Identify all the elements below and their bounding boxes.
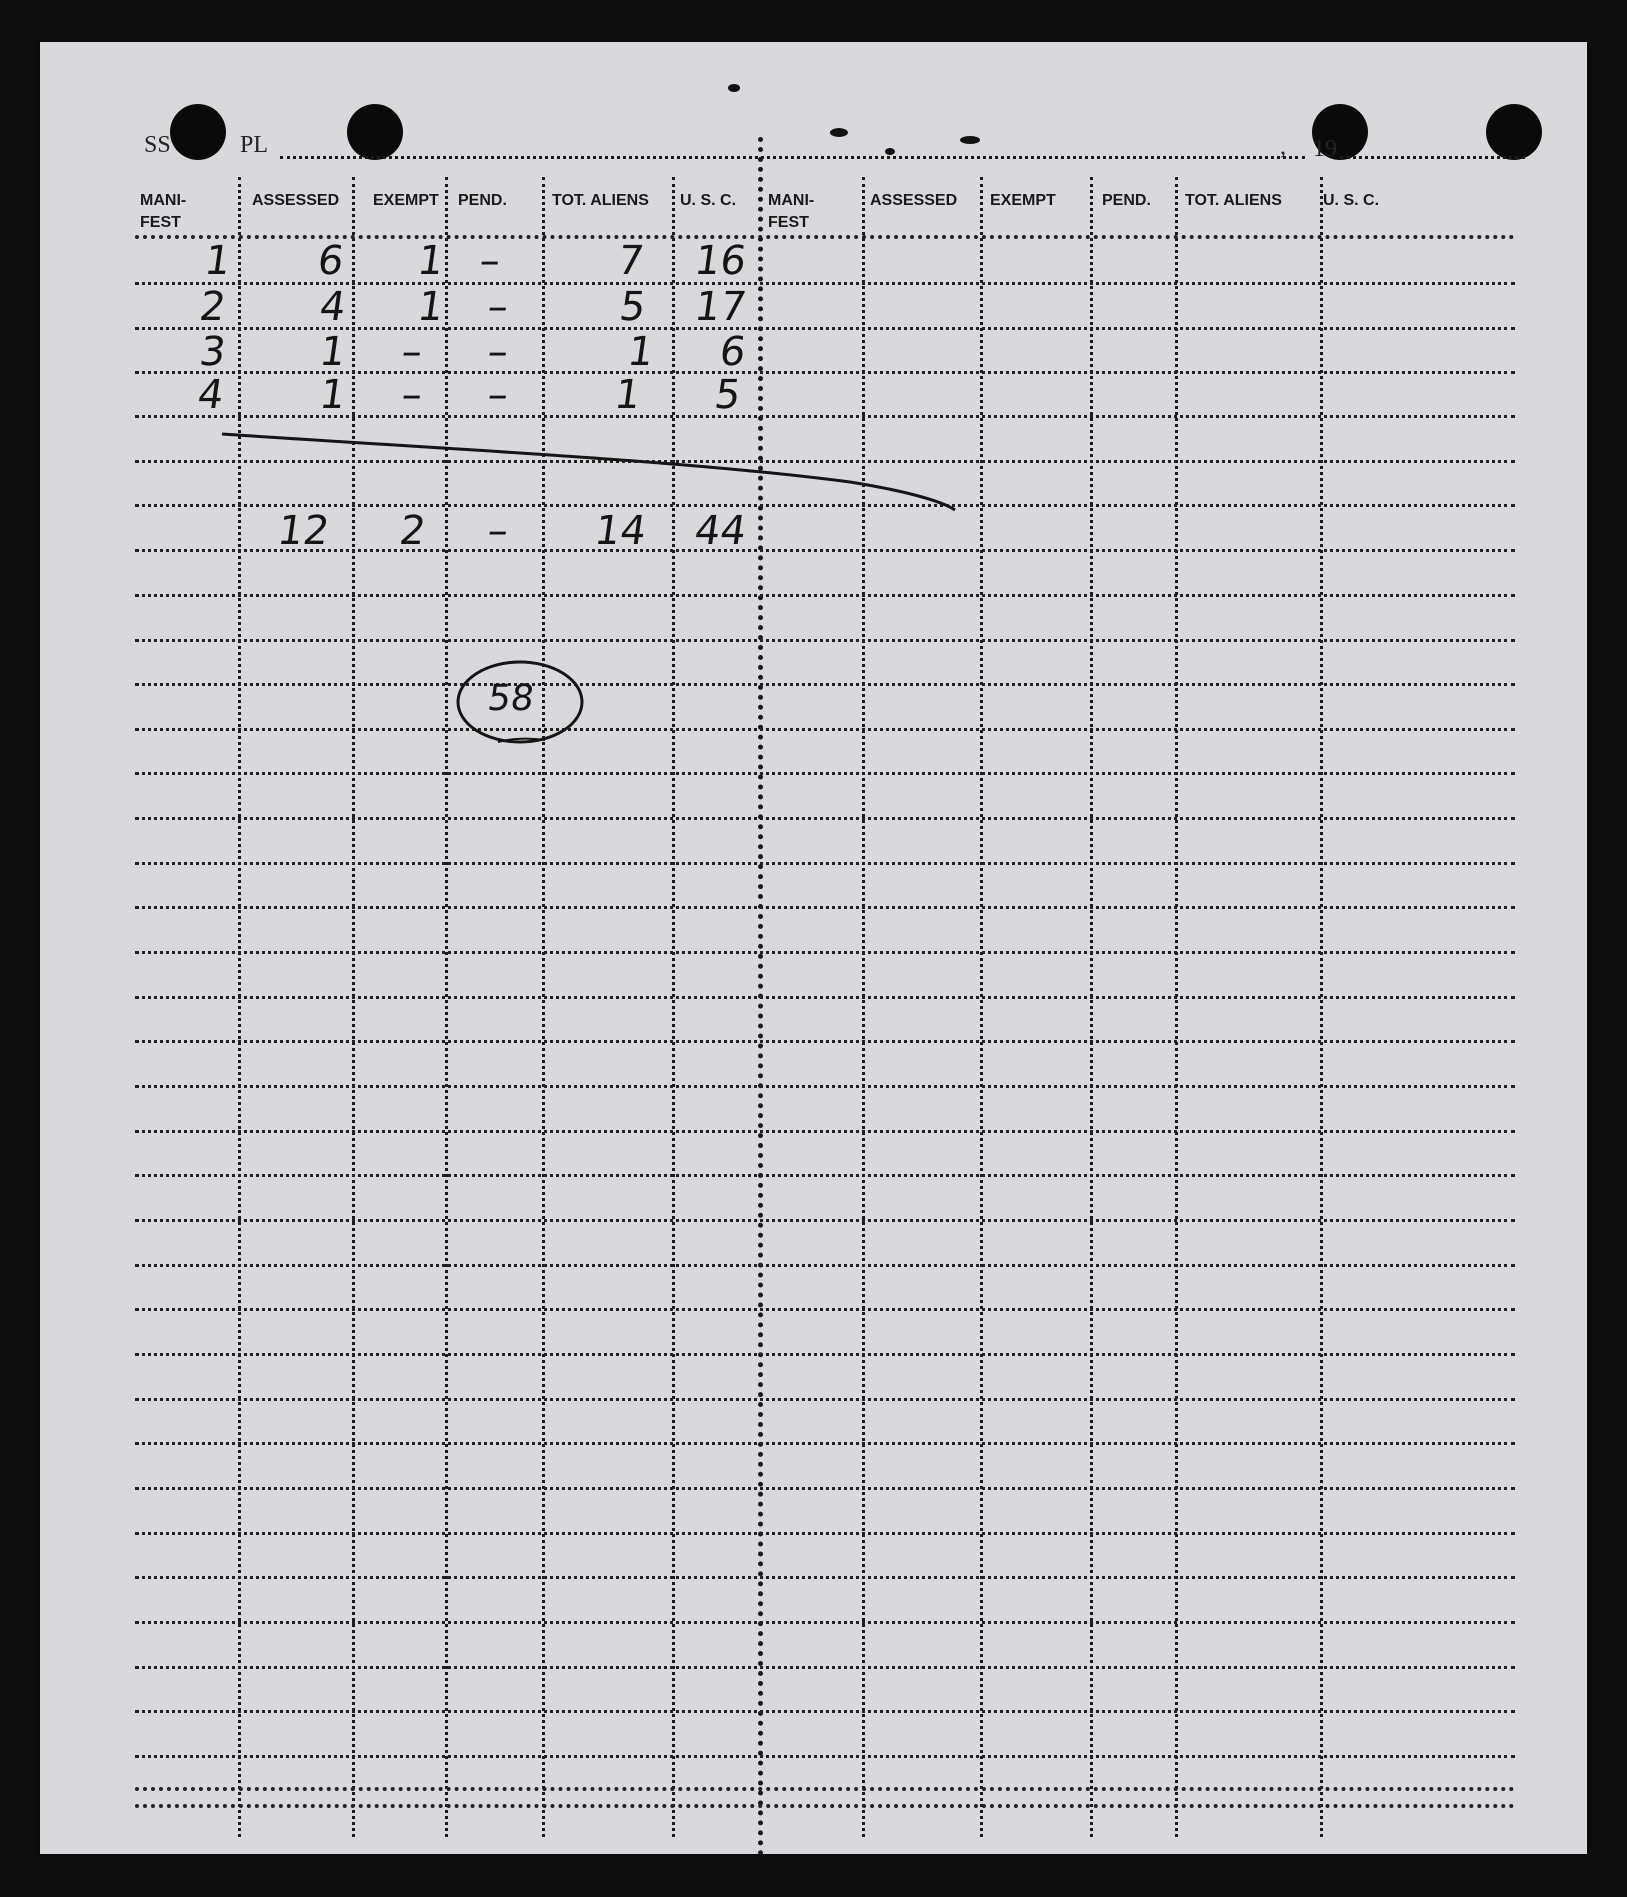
assessed-value: 6 xyxy=(314,238,347,284)
manifest-number: 2 xyxy=(196,284,229,330)
row-line xyxy=(135,906,1515,909)
row-line xyxy=(135,862,1515,865)
row-line xyxy=(135,1308,1515,1311)
row-line xyxy=(135,1710,1515,1713)
total-tot-aliens: 14 xyxy=(591,508,650,554)
row-line xyxy=(135,817,1515,820)
exempt-value: 1 xyxy=(414,284,447,330)
total-underline xyxy=(40,42,1587,642)
total-usc: 44 xyxy=(691,508,750,554)
col-header-pend-2: PEND. xyxy=(1102,192,1151,209)
form-sheet xyxy=(40,42,1587,1854)
exempt-value: – xyxy=(398,329,426,375)
row-line xyxy=(135,1755,1515,1758)
row-line xyxy=(135,1353,1515,1356)
row-line xyxy=(135,1487,1515,1490)
row-line xyxy=(135,1532,1515,1535)
assessed-value: 1 xyxy=(316,329,349,375)
col-header-assessed: ASSESSED xyxy=(252,192,340,209)
col-header-assessed-2: ASSESSED xyxy=(870,192,958,209)
row-line xyxy=(135,1442,1515,1445)
pend-value: – xyxy=(476,238,504,284)
tot-aliens-value: 5 xyxy=(616,284,649,330)
tot-aliens-value: 1 xyxy=(611,372,644,418)
port-label: PL xyxy=(240,132,269,158)
row-line xyxy=(135,951,1515,954)
total-pend: – xyxy=(484,508,512,554)
col-header-tot-aliens: TOT. ALIENS xyxy=(552,192,649,209)
usc-value: 16 xyxy=(691,238,750,284)
col-header-exempt-2: EXEMPT xyxy=(990,192,1056,209)
pend-value: – xyxy=(484,372,512,418)
row-line xyxy=(135,683,1515,686)
row-line xyxy=(135,1787,1515,1791)
row-line xyxy=(135,1219,1515,1222)
col-header-manifest-2: MANI- FEST xyxy=(768,192,815,231)
tot-aliens-value: 1 xyxy=(624,329,657,375)
col-header-pend: PEND. xyxy=(458,192,507,209)
manifest-number: 3 xyxy=(196,329,229,375)
row-line xyxy=(135,996,1515,999)
manifest-number: 1 xyxy=(201,238,234,284)
row-line xyxy=(135,772,1515,775)
row-line xyxy=(135,1666,1515,1669)
usc-value: 6 xyxy=(716,329,749,375)
row-line xyxy=(135,1398,1515,1401)
row-line xyxy=(135,1264,1515,1267)
row-line xyxy=(135,1085,1515,1088)
row-line xyxy=(135,1040,1515,1043)
usc-value: 17 xyxy=(691,284,750,330)
total-exempt: 2 xyxy=(396,508,429,554)
total-assessed: 12 xyxy=(274,508,333,554)
row-line xyxy=(135,1174,1515,1177)
ship-label: SS xyxy=(144,132,171,158)
exempt-value: 1 xyxy=(414,238,447,284)
grand-total: 58 xyxy=(485,678,537,719)
pend-value: – xyxy=(484,284,512,330)
row-line xyxy=(135,1804,1515,1808)
exempt-value: – xyxy=(398,372,426,418)
col-header-manifest: MANI- FEST xyxy=(140,192,187,231)
col-header-exempt: EXEMPT xyxy=(373,192,439,209)
row-line xyxy=(135,1621,1515,1624)
pend-value: – xyxy=(484,329,512,375)
row-line xyxy=(135,1130,1515,1133)
manifest-number: 4 xyxy=(194,372,227,418)
tot-aliens-value: 7 xyxy=(614,238,647,284)
assessed-value: 4 xyxy=(316,284,349,330)
col-header-tot-aliens-2: TOT. ALIENS xyxy=(1185,192,1282,209)
assessed-value: 1 xyxy=(316,372,349,418)
col-header-usc: U. S. C. xyxy=(680,192,737,209)
row-line xyxy=(135,1576,1515,1579)
usc-value: 5 xyxy=(711,372,744,418)
row-line xyxy=(135,728,1515,731)
date-comma: , xyxy=(1280,134,1286,160)
year-prefix: 19 xyxy=(1313,136,1337,162)
col-header-usc-2: U. S. C. xyxy=(1323,192,1380,209)
